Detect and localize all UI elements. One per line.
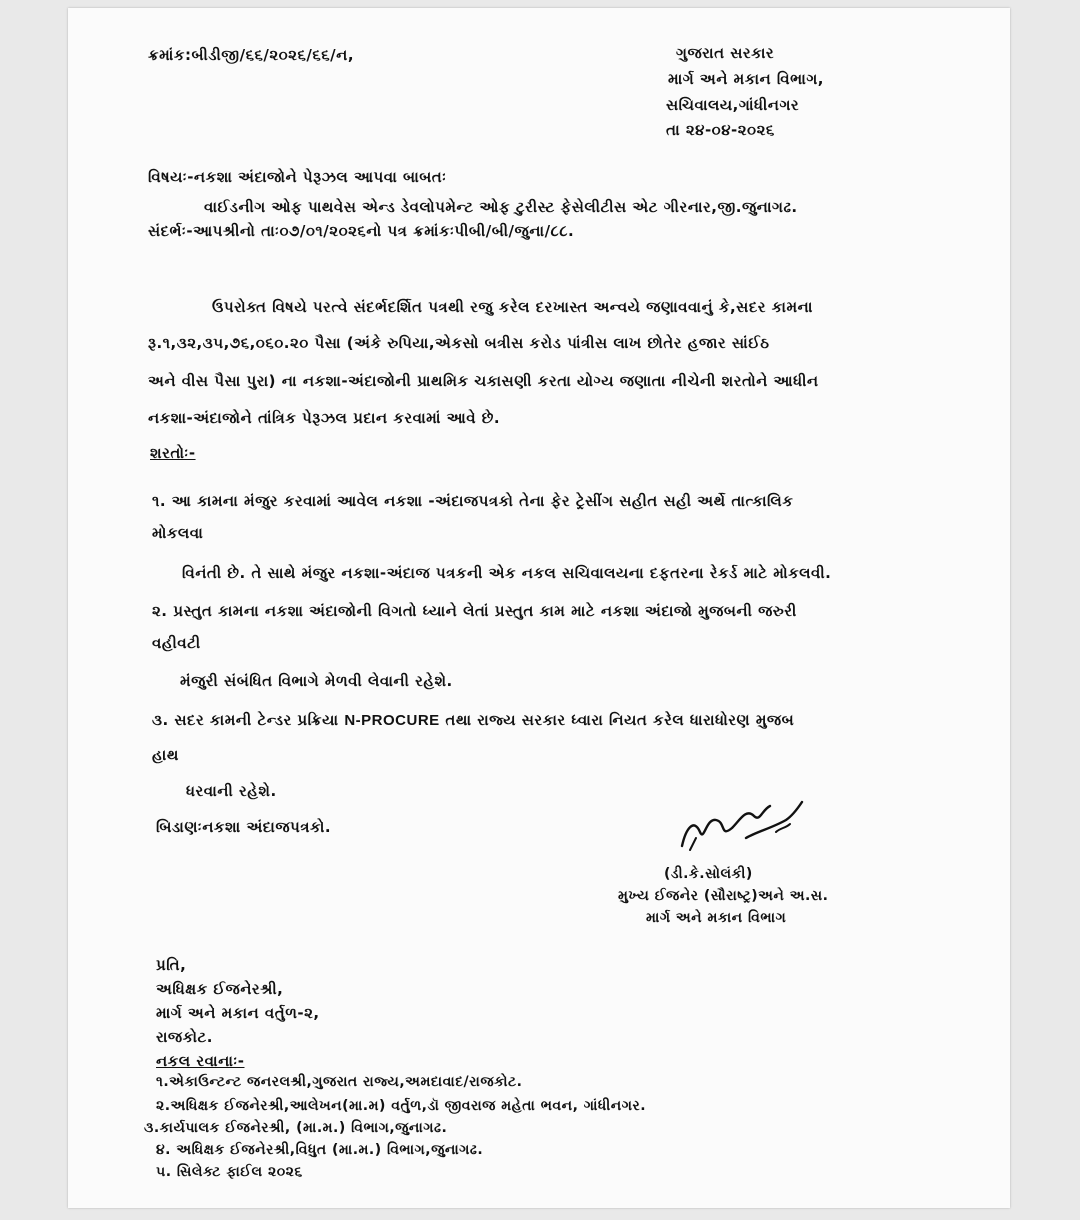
- subject-line: વિષયઃ-નકશા અંદાજોને પેરૂઝલ આપવા બાબતઃ: [148, 168, 447, 186]
- n-procure-text: N-PROCURE: [344, 712, 440, 729]
- para1-line4: નકશા-અંદાજોને તાંત્રિક પેરૂઝલ પ્રદાન કરવામાં આવે છે.: [148, 409, 501, 427]
- copy-item: ૫. સિલેક્ટ ફાઈલ ૨૦૨૬: [156, 1164, 303, 1180]
- condition3-line2: હાથ: [152, 746, 179, 764]
- para1-line1: ઉપરોક્ત વિષયે પરત્વે સંદર્ભદર્શિત પત્રથી રજુ કરેલ દરખાસ્ત અન્વયે જણાવવાનું કે,સદર કામના: [212, 298, 813, 316]
- condition3-prefix: ૩. સદર કામની ટેન્ડર પ્રક્રિયા: [152, 711, 345, 729]
- conditions-heading: શરતોઃ-: [150, 444, 196, 462]
- condition3-suffix: તથા રાજ્ય સરકાર ધ્વારા નિયત કરેલ ધારાધોરણ મુજબ: [439, 711, 795, 729]
- office-location: સચિવાલય,ગાંધીનગર: [666, 96, 800, 114]
- office-name: ગુજરાત સરકાર: [676, 44, 775, 62]
- condition3-line3: ધરવાની રહેશે.: [186, 782, 277, 800]
- para1-line2: રૂ.૧,૩૨,૩૫,૭૬,૦૬૦.૨૦ પૈસા (અંકે રુપિયા,એકસો બત્રીસ કરોડ પાંત્રીસ લાખ છોતેર હજાર સાંઈઠ: [148, 334, 770, 352]
- letter-date: તા ૨૪-૦૪-૨૦૨૬: [666, 121, 775, 139]
- copy-item: ૩.કાર્યપાલક ઈજનેરશ્રી, (મા.મ.) વિભાગ,જુનાગઢ.: [144, 1120, 448, 1136]
- copies-heading: નકલ રવાનાઃ-: [156, 1052, 245, 1070]
- subject-detail: વાઈડનીગ ઓફ પાથવેસ એન્ડ ડેવલોપમેન્ટ ઓફ ટુરીસ્ટ ફેસેલીટીસ એટ ગીરનાર,જી.જુનાગઢ.: [204, 198, 798, 216]
- copy-item: ૪. અધિક્ષક ઈજનેરશ્રી,વિધુત (મા.મ.) વિભાગ,જુનાગઢ.: [156, 1142, 484, 1158]
- document-page: [68, 8, 1010, 1208]
- condition2-line2: વહીવટી: [152, 634, 201, 652]
- condition1-line3: વિનંતી છે. તે સાથે મંજુર નકશા-અંદાજ પત્રકની એક નકલ સચિવાલયના દફતરના રેકર્ડ માટે મોકલવી.: [182, 564, 832, 582]
- recipient-line3: રાજકોટ.: [156, 1028, 213, 1046]
- condition1-line1: ૧. આ કામના મંજુર કરવામાં આવેલ નકશા -અંદાજપત્રકો તેના ફેર ટ્રેસીંગ સહીત સહી અર્થે તાત્કાલિક: [152, 492, 794, 510]
- condition1-line2: મોકલવા: [152, 524, 204, 542]
- recipient-line1: અધિક્ષક ઈજનેરશ્રી,: [156, 980, 284, 998]
- signatory-department: માર્ગ અને મકાન વિભાગ: [646, 910, 787, 926]
- para1-line3: અને વીસ પૈસા પુરા) ના નકશા-અંદાજોની પ્રાથમિક ચકાસણી કરતા યોગ્ય જણાતા નીચેની શરતોને આધીન: [148, 372, 819, 390]
- recipient-to: પ્રતિ,: [156, 956, 187, 974]
- condition2-line3: મંજુરી સંબંધિત વિભાગે મેળવી લેવાની રહેશે.: [180, 672, 453, 690]
- condition2-line1: ૨. પ્રસ્તુત કામના નકશા અંદાજોની વિગતો ધ્યાને લેતાં પ્રસ્તુત કામ માટે નકશા અંદાજો મુજબની જરુરી: [152, 602, 797, 620]
- signatory-designation: મુખ્ય ઈજનેર (સૌરાષ્ટ્ર)અને અ.સ.: [618, 888, 829, 904]
- reference-number: ક્રમાંક:બીડીજી/૬૬/૨૦૨૬/૬૬/ન,: [148, 46, 355, 64]
- signature-image: [676, 798, 806, 858]
- recipient-line2: માર્ગ અને મકાન વર્તુળ-૨,: [156, 1004, 320, 1022]
- department-name: માર્ગ અને મકાન વિભાગ,: [668, 70, 824, 88]
- copy-item: ૧.એકાઉન્ટન્ટ જનરલશ્રી,ગુજરાત રાજ્ય,અમદાવાદ/રાજકોટ.: [156, 1074, 523, 1090]
- reference-line: સંદર્ભઃ-આપશ્રીનો તાઃ૦૭/૦૧/૨૦૨૬નો પત્ર ક્રમાંકઃપીબી/બી/જુના/૮૮.: [148, 222, 575, 240]
- enclosure-line: બિડાણઃનકશા અંદાજપત્રકો.: [156, 818, 332, 836]
- signatory-name: (ડી.કે.સોલંકી): [664, 866, 753, 882]
- condition3-line1: [152, 711, 794, 729]
- copy-item: ૨.અધિક્ષક ઈજનેરશ્રી,આલેખન(મા.મ) વર્તુળ,ડૉ જીવરાજ મહેતા ભવન, ગાંધીનગર.: [156, 1098, 647, 1114]
